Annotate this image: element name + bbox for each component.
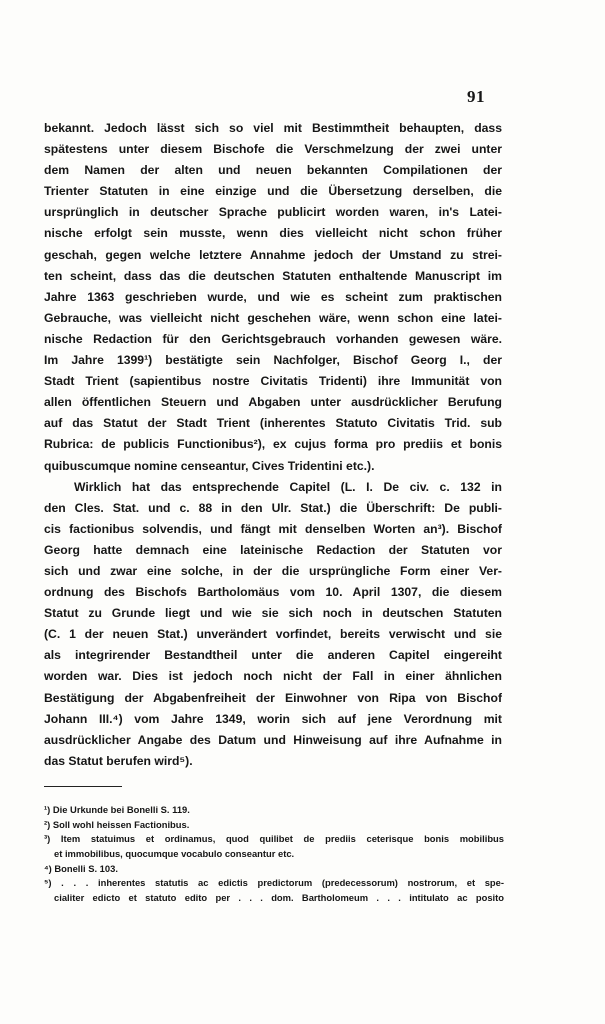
footnote-divider bbox=[44, 786, 122, 787]
text-line: Trienter Statuten in eine einzige und die Übersetzung derselben, die bbox=[44, 184, 502, 199]
footnote-line: ²) Soll wohl heissen Factionibus. bbox=[44, 818, 190, 830]
text-line: als integrirender Bestandtheil unter die anderen Capitel eingereiht bbox=[44, 648, 502, 663]
text-line: Stadt Trient (sapientibus nostre Civitatis Tridenti) ihre Immunität von bbox=[44, 374, 502, 389]
text-line: Georg hatte demnach eine lateinische Redaction der Statuten vor bbox=[44, 542, 502, 557]
page-number: 91 bbox=[467, 87, 485, 106]
text-line: Gebrauche, was vielleicht nicht geschehen wäre, wenn schon eine latei- bbox=[44, 310, 502, 325]
text-line: nische Redaction für den Gerichtsgebrauch vorhanden gewesen wäre. bbox=[44, 331, 502, 346]
text-line: (C. 1 der neuen Stat.) unverändert vorfindet, bereits verwischt und sie bbox=[44, 627, 502, 642]
footnote-line: et immobilibus, quocumque vocabulo conseantur etc. bbox=[54, 848, 295, 860]
text-line: das Statut berufen wird⁵). bbox=[44, 753, 193, 768]
footnotes bbox=[44, 803, 504, 906]
text-line: Statut zu Grunde liegt und wie sie sich noch in deutschen Statuten bbox=[44, 606, 502, 621]
text-line: quibuscumque nomine censeantur, Cives Tridentini etc.). bbox=[44, 458, 375, 473]
main-text bbox=[44, 118, 502, 772]
text-line: ursprünglich in deutscher Sprache publicirt worden waren, in's Latei- bbox=[44, 205, 502, 220]
text-line: Wirklich hat das entsprechende Capitel (L. I. De civ. c. 132 in bbox=[74, 479, 502, 494]
text-line: auf das Statut der Stadt Trient (inherentes Statuto Civitatis Trid. sub bbox=[44, 416, 502, 431]
text-line: ordnung des Bischofs Bartholomäus vom 10. April 1307, die diesem bbox=[44, 585, 502, 600]
text-line: geschah, gegen welche letztere Annahme jedoch der Umstand zu strei- bbox=[44, 247, 502, 262]
footnote-line: ⁵) . . . inherentes statutis ac edictis predictorum (predecessorum) nostrorum, et spe- bbox=[44, 877, 504, 889]
text-line: cis factionibus solvendis, und fängt mit denselben Worten an³). Bischof bbox=[44, 521, 502, 536]
text-line: bekannt. Jedoch lässt sich so viel mit Bestimmtheit behaupten, dass bbox=[44, 121, 502, 135]
text-line: Bestätigung der Abgabenfreiheit der Einwohner von Ripa von Bischof bbox=[44, 690, 502, 705]
footnote-line: ¹) Die Urkunde bei Bonelli S. 119. bbox=[44, 804, 190, 815]
text-line: Rubrica: de publicis Functionibus²), ex cujus forma pro prediis et bonis bbox=[44, 437, 502, 452]
text-line: allen öffentlichen Steuern und Abgaben unter ausdrücklicher Berufung bbox=[44, 395, 502, 410]
text-line: ausdrücklicher Angabe des Datum und Hinweisung auf ihre Aufnahme in bbox=[44, 732, 502, 747]
text-line: ten scheint, dass das die deutschen Statuten enthaltende Manuscript im bbox=[44, 268, 502, 283]
footnote-line: ³) Item statuimus et ordinamus, quod quilibet de prediis ceterisque bonis mobilibus bbox=[44, 833, 504, 845]
footnote-line: ⁴) Bonelli S. 103. bbox=[44, 862, 118, 874]
text-line: dem Namen der alten und neuen bekannten Compilationen der bbox=[44, 163, 502, 178]
text-line: Jahre 1363 geschrieben wurde, und wie es scheint zum praktischen bbox=[44, 289, 502, 304]
text-line: den Cles. Stat. und c. 88 in den Ulr. Stat.) die Überschrift: De publi- bbox=[44, 500, 502, 515]
footnote-line: cialiter edicto et statuto edito per . . . dom. Bartholomeum . . . intitulato ac posito bbox=[54, 892, 504, 904]
text-line: sich und zwar eine solche, in der die ursprüngliche Form einer Ver- bbox=[44, 563, 502, 578]
text-line: Johann III.⁴) vom Jahre 1349, worin sich auf jene Verordnung mit bbox=[44, 711, 502, 726]
text-line: spätestens unter diesem Bischofe die Verschmelzung der zwei unter bbox=[44, 142, 502, 157]
text-line: nische erfolgt sein musste, wenn dies vielleicht nicht schon früher bbox=[44, 226, 502, 241]
text-line: Im Jahre 1399¹) bestätigte sein Nachfolger, Bischof Georg I., der bbox=[44, 353, 502, 368]
text-line: worden war. Dies ist jedoch noch nicht der Fall in einer ähnlichen bbox=[44, 669, 502, 684]
